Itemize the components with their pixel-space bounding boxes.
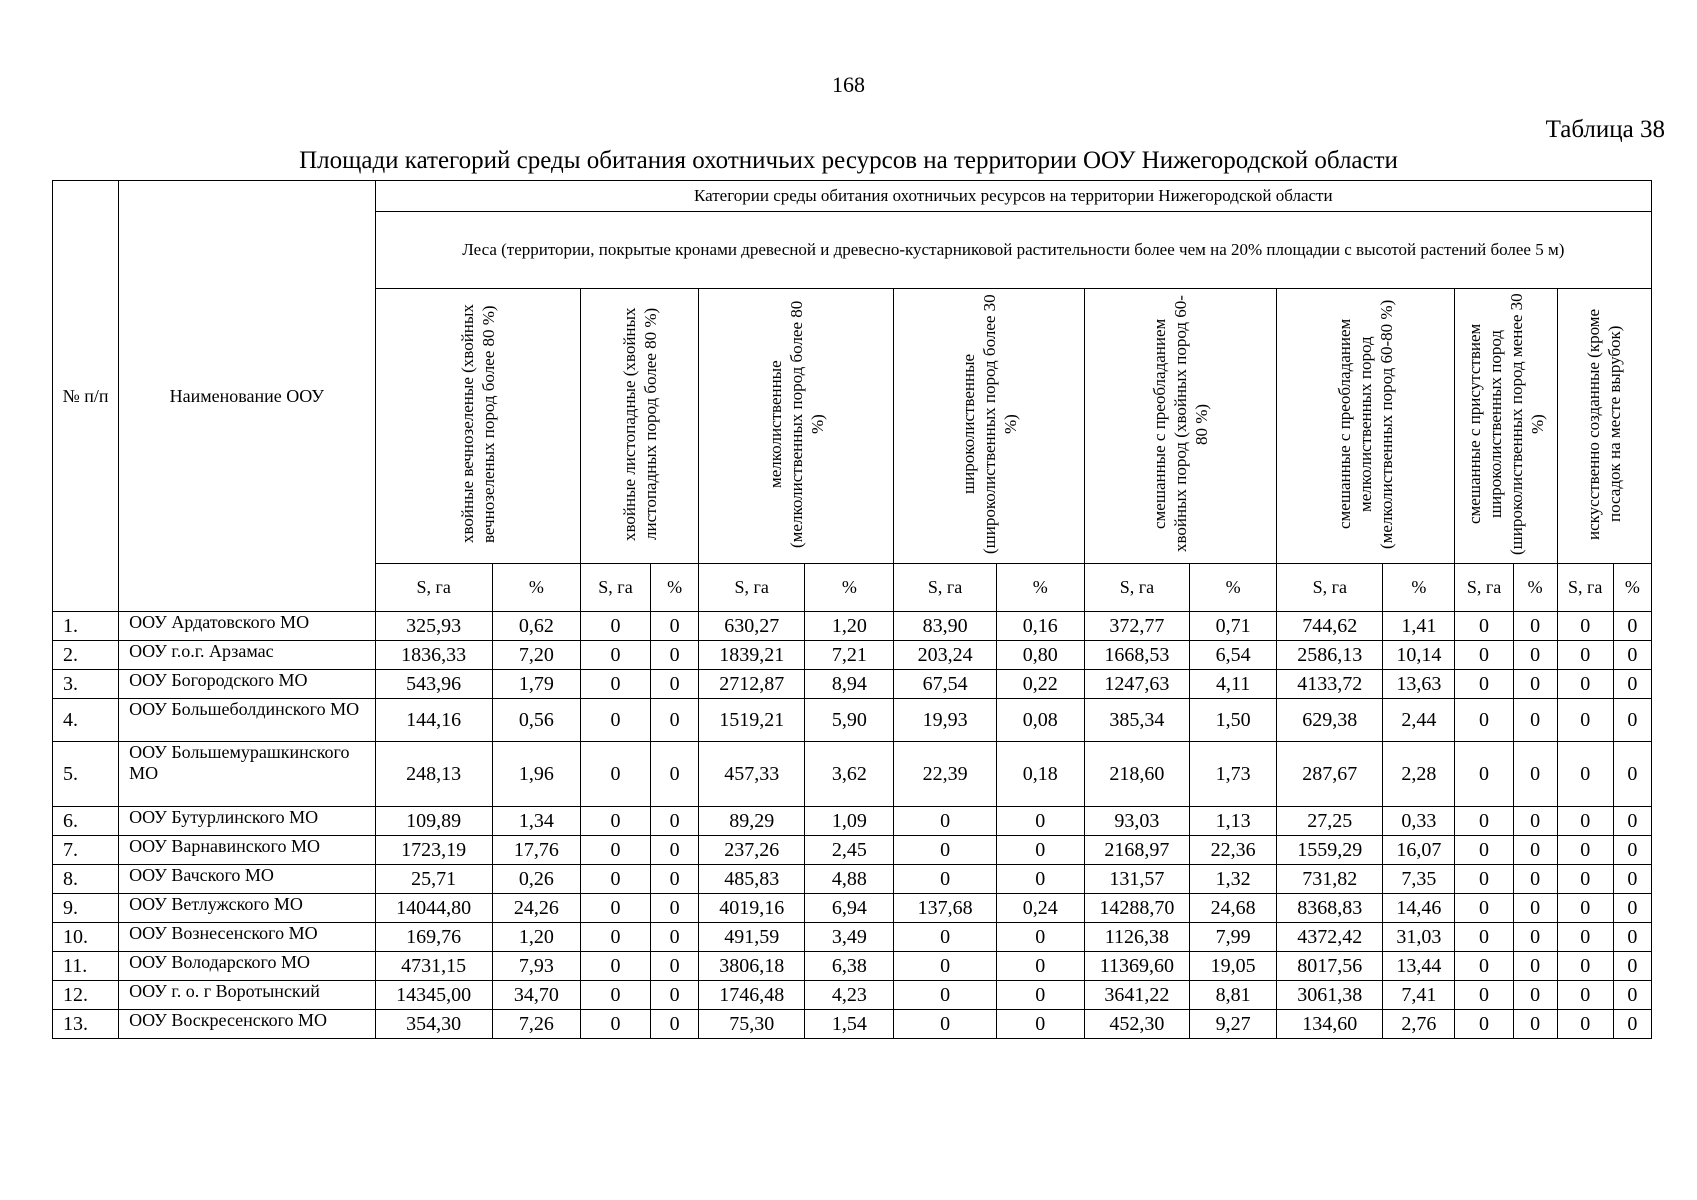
cell-percent: 0	[651, 865, 699, 894]
cell-area: 325,93	[375, 612, 492, 641]
cell-percent: 0	[651, 641, 699, 670]
cell-area: 19,93	[894, 699, 996, 742]
cell-area: 0	[580, 612, 650, 641]
cell-percent: 0	[1513, 641, 1557, 670]
header-group-conifer-evergreen: хвойные вечнозеленые (хвойных вечнозеленых пород более 80 %)	[375, 289, 580, 564]
cell-area: 0	[580, 807, 650, 836]
row-name: ООУ Большеболдинского МО	[119, 699, 375, 742]
cell-percent: 1,09	[805, 807, 894, 836]
table-row	[53, 641, 1652, 670]
cell-area: 4731,15	[375, 952, 492, 981]
cell-area: 0	[580, 952, 650, 981]
header-group-broad-leaved: широколиственные (широколиственных пород более 30 %)	[894, 289, 1084, 564]
cell-percent: 2,45	[805, 836, 894, 865]
row-name: ООУ Воскресенского МО	[119, 1010, 375, 1039]
cell-percent: 0	[1613, 981, 1651, 1010]
cell-area: 372,77	[1084, 612, 1189, 641]
row-number: 6.	[53, 807, 119, 836]
cell-percent: 7,35	[1383, 865, 1455, 894]
cell-area: 629,38	[1277, 699, 1383, 742]
cell-percent: 0	[1613, 612, 1651, 641]
cell-area: 0	[580, 670, 650, 699]
cell-percent: 1,20	[492, 923, 580, 952]
cell-area: 144,16	[375, 699, 492, 742]
cell-percent: 0	[1513, 923, 1557, 952]
cell-area: 0	[1455, 612, 1513, 641]
cell-percent: 0	[1513, 865, 1557, 894]
cell-percent: 7,41	[1383, 981, 1455, 1010]
cell-percent: 1,50	[1190, 699, 1277, 742]
cell-area: 1559,29	[1277, 836, 1383, 865]
cell-area: 1247,63	[1084, 670, 1189, 699]
cell-percent: 16,07	[1383, 836, 1455, 865]
cell-area: 452,30	[1084, 1010, 1189, 1039]
row-name: ООУ Вознесенского МО	[119, 923, 375, 952]
cell-percent: 0	[996, 807, 1084, 836]
cell-area: 67,54	[894, 670, 996, 699]
cell-percent: 0,62	[492, 612, 580, 641]
cell-area: 0	[580, 641, 650, 670]
cell-percent: 0	[996, 981, 1084, 1010]
cell-area: 134,60	[1277, 1010, 1383, 1039]
cell-area: 0	[580, 1010, 650, 1039]
cell-percent: 0,33	[1383, 807, 1455, 836]
row-number: 2.	[53, 641, 119, 670]
cell-percent: 31,03	[1383, 923, 1455, 952]
unit-pct: %	[805, 564, 894, 612]
cell-percent: 1,79	[492, 670, 580, 699]
unit-s: S, га	[894, 564, 996, 612]
table-row	[53, 865, 1652, 894]
cell-percent: 7,93	[492, 952, 580, 981]
row-name: ООУ Ветлужского МО	[119, 894, 375, 923]
cell-area: 14044,80	[375, 894, 492, 923]
cell-percent: 0	[651, 742, 699, 807]
cell-percent: 6,94	[805, 894, 894, 923]
cell-percent: 0	[996, 836, 1084, 865]
cell-percent: 8,94	[805, 670, 894, 699]
unit-pct: %	[1513, 564, 1557, 612]
cell-percent: 0	[1513, 742, 1557, 807]
cell-percent: 24,26	[492, 894, 580, 923]
cell-area: 8017,56	[1277, 952, 1383, 981]
cell-percent: 2,44	[1383, 699, 1455, 742]
cell-percent: 6,54	[1190, 641, 1277, 670]
row-number: 5.	[53, 742, 119, 807]
cell-percent: 4,23	[805, 981, 894, 1010]
cell-percent: 2,28	[1383, 742, 1455, 807]
cell-area: 731,82	[1277, 865, 1383, 894]
cell-area: 2168,97	[1084, 836, 1189, 865]
cell-percent: 0	[1613, 699, 1651, 742]
cell-percent: 0	[651, 1010, 699, 1039]
unit-pct: %	[1383, 564, 1455, 612]
cell-percent: 1,34	[492, 807, 580, 836]
row-name: ООУ Ардатовского МО	[119, 612, 375, 641]
cell-area: 0	[894, 807, 996, 836]
cell-area: 0	[580, 981, 650, 1010]
cell-area: 0	[894, 865, 996, 894]
cell-percent: 0,18	[996, 742, 1084, 807]
cell-area: 1519,21	[699, 699, 805, 742]
cell-area: 169,76	[375, 923, 492, 952]
cell-percent: 0	[651, 923, 699, 952]
cell-area: 0	[1557, 865, 1613, 894]
cell-area: 1746,48	[699, 981, 805, 1010]
cell-area: 1836,33	[375, 641, 492, 670]
cell-area: 354,30	[375, 1010, 492, 1039]
cell-area: 0	[1557, 981, 1613, 1010]
cell-percent: 0	[1513, 670, 1557, 699]
cell-percent: 1,41	[1383, 612, 1455, 641]
cell-area: 93,03	[1084, 807, 1189, 836]
cell-area: 137,68	[894, 894, 996, 923]
cell-percent: 0	[651, 981, 699, 1010]
table-row	[53, 1010, 1652, 1039]
table-row	[53, 612, 1652, 641]
cell-area: 0	[1557, 923, 1613, 952]
cell-area: 385,34	[1084, 699, 1189, 742]
cell-percent: 2,76	[1383, 1010, 1455, 1039]
unit-s: S, га	[699, 564, 805, 612]
page-number: 168	[832, 72, 865, 97]
cell-percent: 0	[1513, 894, 1557, 923]
cell-percent: 0	[1513, 699, 1557, 742]
cell-percent: 0,71	[1190, 612, 1277, 641]
cell-area: 0	[894, 836, 996, 865]
cell-percent: 34,70	[492, 981, 580, 1010]
cell-percent: 22,36	[1190, 836, 1277, 865]
row-number: 13.	[53, 1010, 119, 1039]
cell-area: 0	[1455, 865, 1513, 894]
cell-percent: 1,13	[1190, 807, 1277, 836]
cell-percent: 0	[1613, 742, 1651, 807]
cell-area: 0	[894, 981, 996, 1010]
cell-area: 0	[894, 1010, 996, 1039]
cell-area: 0	[1557, 894, 1613, 923]
row-name: ООУ г. о. г Воротынский	[119, 981, 375, 1010]
cell-percent: 6,38	[805, 952, 894, 981]
cell-area: 744,62	[1277, 612, 1383, 641]
cell-percent: 1,73	[1190, 742, 1277, 807]
cell-percent: 1,32	[1190, 865, 1277, 894]
cell-percent: 0	[651, 836, 699, 865]
table-row	[53, 981, 1652, 1010]
row-number: 3.	[53, 670, 119, 699]
cell-area: 1839,21	[699, 641, 805, 670]
cell-percent: 0	[1613, 865, 1651, 894]
cell-area: 83,90	[894, 612, 996, 641]
cell-percent: 1,54	[805, 1010, 894, 1039]
cell-area: 0	[1557, 836, 1613, 865]
cell-percent: 7,21	[805, 641, 894, 670]
cell-area: 0	[1455, 952, 1513, 981]
header-group-small-leaved: мелколиственные (мелколиственных пород более 80 %)	[699, 289, 894, 564]
cell-percent: 1,96	[492, 742, 580, 807]
cell-area: 0	[580, 923, 650, 952]
cell-percent: 0	[651, 807, 699, 836]
cell-percent: 0	[996, 865, 1084, 894]
habitat-table	[52, 180, 1652, 1039]
row-name: ООУ Варнавинского МО	[119, 836, 375, 865]
cell-area: 0	[1455, 670, 1513, 699]
cell-area: 0	[1557, 612, 1613, 641]
row-name: ООУ г.о.г. Арзамас	[119, 641, 375, 670]
cell-percent: 0	[1613, 1010, 1651, 1039]
table-row	[53, 923, 1652, 952]
row-number: 9.	[53, 894, 119, 923]
cell-area: 109,89	[375, 807, 492, 836]
cell-area: 8368,83	[1277, 894, 1383, 923]
cell-percent: 3,62	[805, 742, 894, 807]
unit-pct: %	[1190, 564, 1277, 612]
cell-area: 491,59	[699, 923, 805, 952]
cell-percent: 0	[1613, 836, 1651, 865]
table-title: Площади категорий среды обитания охотничьих ресурсов на территории ООУ Нижегородской области	[299, 147, 1398, 174]
cell-area: 203,24	[894, 641, 996, 670]
cell-area: 14345,00	[375, 981, 492, 1010]
cell-percent: 0,24	[996, 894, 1084, 923]
cell-percent: 0	[1513, 612, 1557, 641]
unit-pct: %	[651, 564, 699, 612]
cell-percent: 0	[1513, 1010, 1557, 1039]
cell-area: 287,67	[1277, 742, 1383, 807]
cell-percent: 19,05	[1190, 952, 1277, 981]
header-num: № п/п	[53, 181, 119, 612]
cell-percent: 7,26	[492, 1010, 580, 1039]
table-row	[53, 894, 1652, 923]
cell-area: 4133,72	[1277, 670, 1383, 699]
cell-area: 0	[1455, 923, 1513, 952]
cell-percent: 7,99	[1190, 923, 1277, 952]
cell-percent: 0	[1613, 952, 1651, 981]
cell-area: 0	[1455, 742, 1513, 807]
cell-area: 0	[1557, 1010, 1613, 1039]
cell-area: 22,39	[894, 742, 996, 807]
cell-area: 11369,60	[1084, 952, 1189, 981]
cell-area: 3641,22	[1084, 981, 1189, 1010]
cell-area: 485,83	[699, 865, 805, 894]
cell-area: 14288,70	[1084, 894, 1189, 923]
cell-percent: 0	[651, 952, 699, 981]
table-body	[53, 612, 1652, 1039]
cell-percent: 1,20	[805, 612, 894, 641]
cell-area: 0	[1557, 807, 1613, 836]
cell-percent: 0,56	[492, 699, 580, 742]
row-name: ООУ Большемурашкинского МО	[119, 742, 375, 807]
cell-area: 0	[1455, 699, 1513, 742]
table-row	[53, 742, 1652, 807]
cell-percent: 24,68	[1190, 894, 1277, 923]
cell-area: 630,27	[699, 612, 805, 641]
cell-area: 75,30	[699, 1010, 805, 1039]
header-forests: Леса (территории, покрытые кронами древесной и древесно-кустарниковой растительности более чем на 20% площадии с высотой растений более 5 м)	[375, 212, 1651, 289]
table-row	[53, 952, 1652, 981]
header-group-mixed-broad-leaved: смешанные с присутствием широколиственных пород (широколиственных пород менее 30 %)	[1455, 289, 1557, 564]
table-row	[53, 670, 1652, 699]
cell-percent: 0	[996, 1010, 1084, 1039]
row-number: 8.	[53, 865, 119, 894]
cell-area: 2586,13	[1277, 641, 1383, 670]
cell-percent: 0	[1613, 923, 1651, 952]
cell-percent: 0	[1613, 641, 1651, 670]
header-group-mixed-small-leaved: смешанные с преобладанием мелколиственных пород (мелколиственных пород 60-80 %)	[1277, 289, 1455, 564]
row-name: ООУ Володарского МО	[119, 952, 375, 981]
cell-percent: 0	[1513, 807, 1557, 836]
header-categories: Категории среды обитания охотничьих ресурсов на территории Нижегородской области	[375, 181, 1651, 212]
cell-area: 543,96	[375, 670, 492, 699]
unit-s: S, га	[1277, 564, 1383, 612]
row-number: 11.	[53, 952, 119, 981]
cell-area: 248,13	[375, 742, 492, 807]
cell-percent: 7,20	[492, 641, 580, 670]
cell-percent: 0	[1513, 836, 1557, 865]
cell-area: 0	[580, 742, 650, 807]
unit-s: S, га	[1084, 564, 1189, 612]
cell-area: 4372,42	[1277, 923, 1383, 952]
cell-percent: 0,22	[996, 670, 1084, 699]
unit-s: S, га	[375, 564, 492, 612]
unit-s: S, га	[580, 564, 650, 612]
cell-percent: 0,08	[996, 699, 1084, 742]
row-number: 4.	[53, 699, 119, 742]
cell-area: 27,25	[1277, 807, 1383, 836]
header-group-mixed-conifer: смешанные с преобладанием хвойных пород (хвойных пород 60-80 %)	[1084, 289, 1276, 564]
header-name: Наименование ООУ	[119, 181, 375, 612]
row-number: 1.	[53, 612, 119, 641]
header-group-artificial: искусственно созданные (кроме посадок на месте вырубок)	[1557, 289, 1651, 564]
cell-percent: 3,49	[805, 923, 894, 952]
cell-area: 0	[1557, 670, 1613, 699]
table-label: Таблица 38	[1545, 116, 1665, 143]
cell-percent: 5,90	[805, 699, 894, 742]
cell-percent: 0,26	[492, 865, 580, 894]
cell-area: 0	[1455, 981, 1513, 1010]
cell-percent: 0	[1513, 952, 1557, 981]
cell-area: 131,57	[1084, 865, 1189, 894]
cell-area: 3806,18	[699, 952, 805, 981]
cell-area: 0	[1455, 807, 1513, 836]
cell-area: 4019,16	[699, 894, 805, 923]
unit-pct: %	[1613, 564, 1651, 612]
cell-area: 0	[1455, 641, 1513, 670]
row-name: ООУ Бутурлинского МО	[119, 807, 375, 836]
cell-percent: 14,46	[1383, 894, 1455, 923]
cell-area: 0	[894, 952, 996, 981]
header-group-conifer-deciduous: хвойные листопадные (хвойных листопадных пород более 80 %)	[580, 289, 698, 564]
cell-percent: 0,80	[996, 641, 1084, 670]
cell-area: 0	[580, 894, 650, 923]
cell-percent: 13,63	[1383, 670, 1455, 699]
unit-s: S, га	[1455, 564, 1513, 612]
row-number: 12.	[53, 981, 119, 1010]
cell-area: 0	[580, 865, 650, 894]
cell-percent: 0	[1513, 981, 1557, 1010]
cell-area: 0	[1455, 1010, 1513, 1039]
cell-area: 2712,87	[699, 670, 805, 699]
cell-percent: 0	[1613, 807, 1651, 836]
cell-area: 1668,53	[1084, 641, 1189, 670]
unit-s: S, га	[1557, 564, 1613, 612]
cell-area: 0	[580, 836, 650, 865]
cell-area: 0	[1557, 641, 1613, 670]
unit-pct: %	[996, 564, 1084, 612]
cell-area: 0	[894, 923, 996, 952]
cell-area: 0	[1455, 894, 1513, 923]
cell-area: 457,33	[699, 742, 805, 807]
row-name: ООУ Богородского МО	[119, 670, 375, 699]
cell-area: 25,71	[375, 865, 492, 894]
table-row	[53, 807, 1652, 836]
cell-percent: 4,88	[805, 865, 894, 894]
cell-percent: 17,76	[492, 836, 580, 865]
cell-area: 0	[1557, 699, 1613, 742]
cell-area: 218,60	[1084, 742, 1189, 807]
cell-area: 3061,38	[1277, 981, 1383, 1010]
cell-percent: 4,11	[1190, 670, 1277, 699]
cell-percent: 0	[651, 670, 699, 699]
cell-area: 1126,38	[1084, 923, 1189, 952]
unit-pct: %	[492, 564, 580, 612]
cell-percent: 10,14	[1383, 641, 1455, 670]
cell-area: 0	[580, 699, 650, 742]
cell-percent: 0	[651, 894, 699, 923]
cell-percent: 0	[651, 612, 699, 641]
cell-percent: 0	[1613, 894, 1651, 923]
row-number: 10.	[53, 923, 119, 952]
table-row	[53, 836, 1652, 865]
cell-area: 0	[1557, 742, 1613, 807]
cell-percent: 13,44	[1383, 952, 1455, 981]
cell-area: 0	[1455, 836, 1513, 865]
cell-percent: 0	[651, 699, 699, 742]
cell-percent: 0	[996, 952, 1084, 981]
cell-percent: 0,16	[996, 612, 1084, 641]
cell-percent: 8,81	[1190, 981, 1277, 1010]
cell-percent: 0	[996, 923, 1084, 952]
row-name: ООУ Вачского МО	[119, 865, 375, 894]
cell-area: 237,26	[699, 836, 805, 865]
cell-area: 89,29	[699, 807, 805, 836]
cell-area: 0	[1557, 952, 1613, 981]
cell-percent: 0	[1613, 670, 1651, 699]
table-row	[53, 699, 1652, 742]
row-number: 7.	[53, 836, 119, 865]
cell-percent: 9,27	[1190, 1010, 1277, 1039]
cell-area: 1723,19	[375, 836, 492, 865]
